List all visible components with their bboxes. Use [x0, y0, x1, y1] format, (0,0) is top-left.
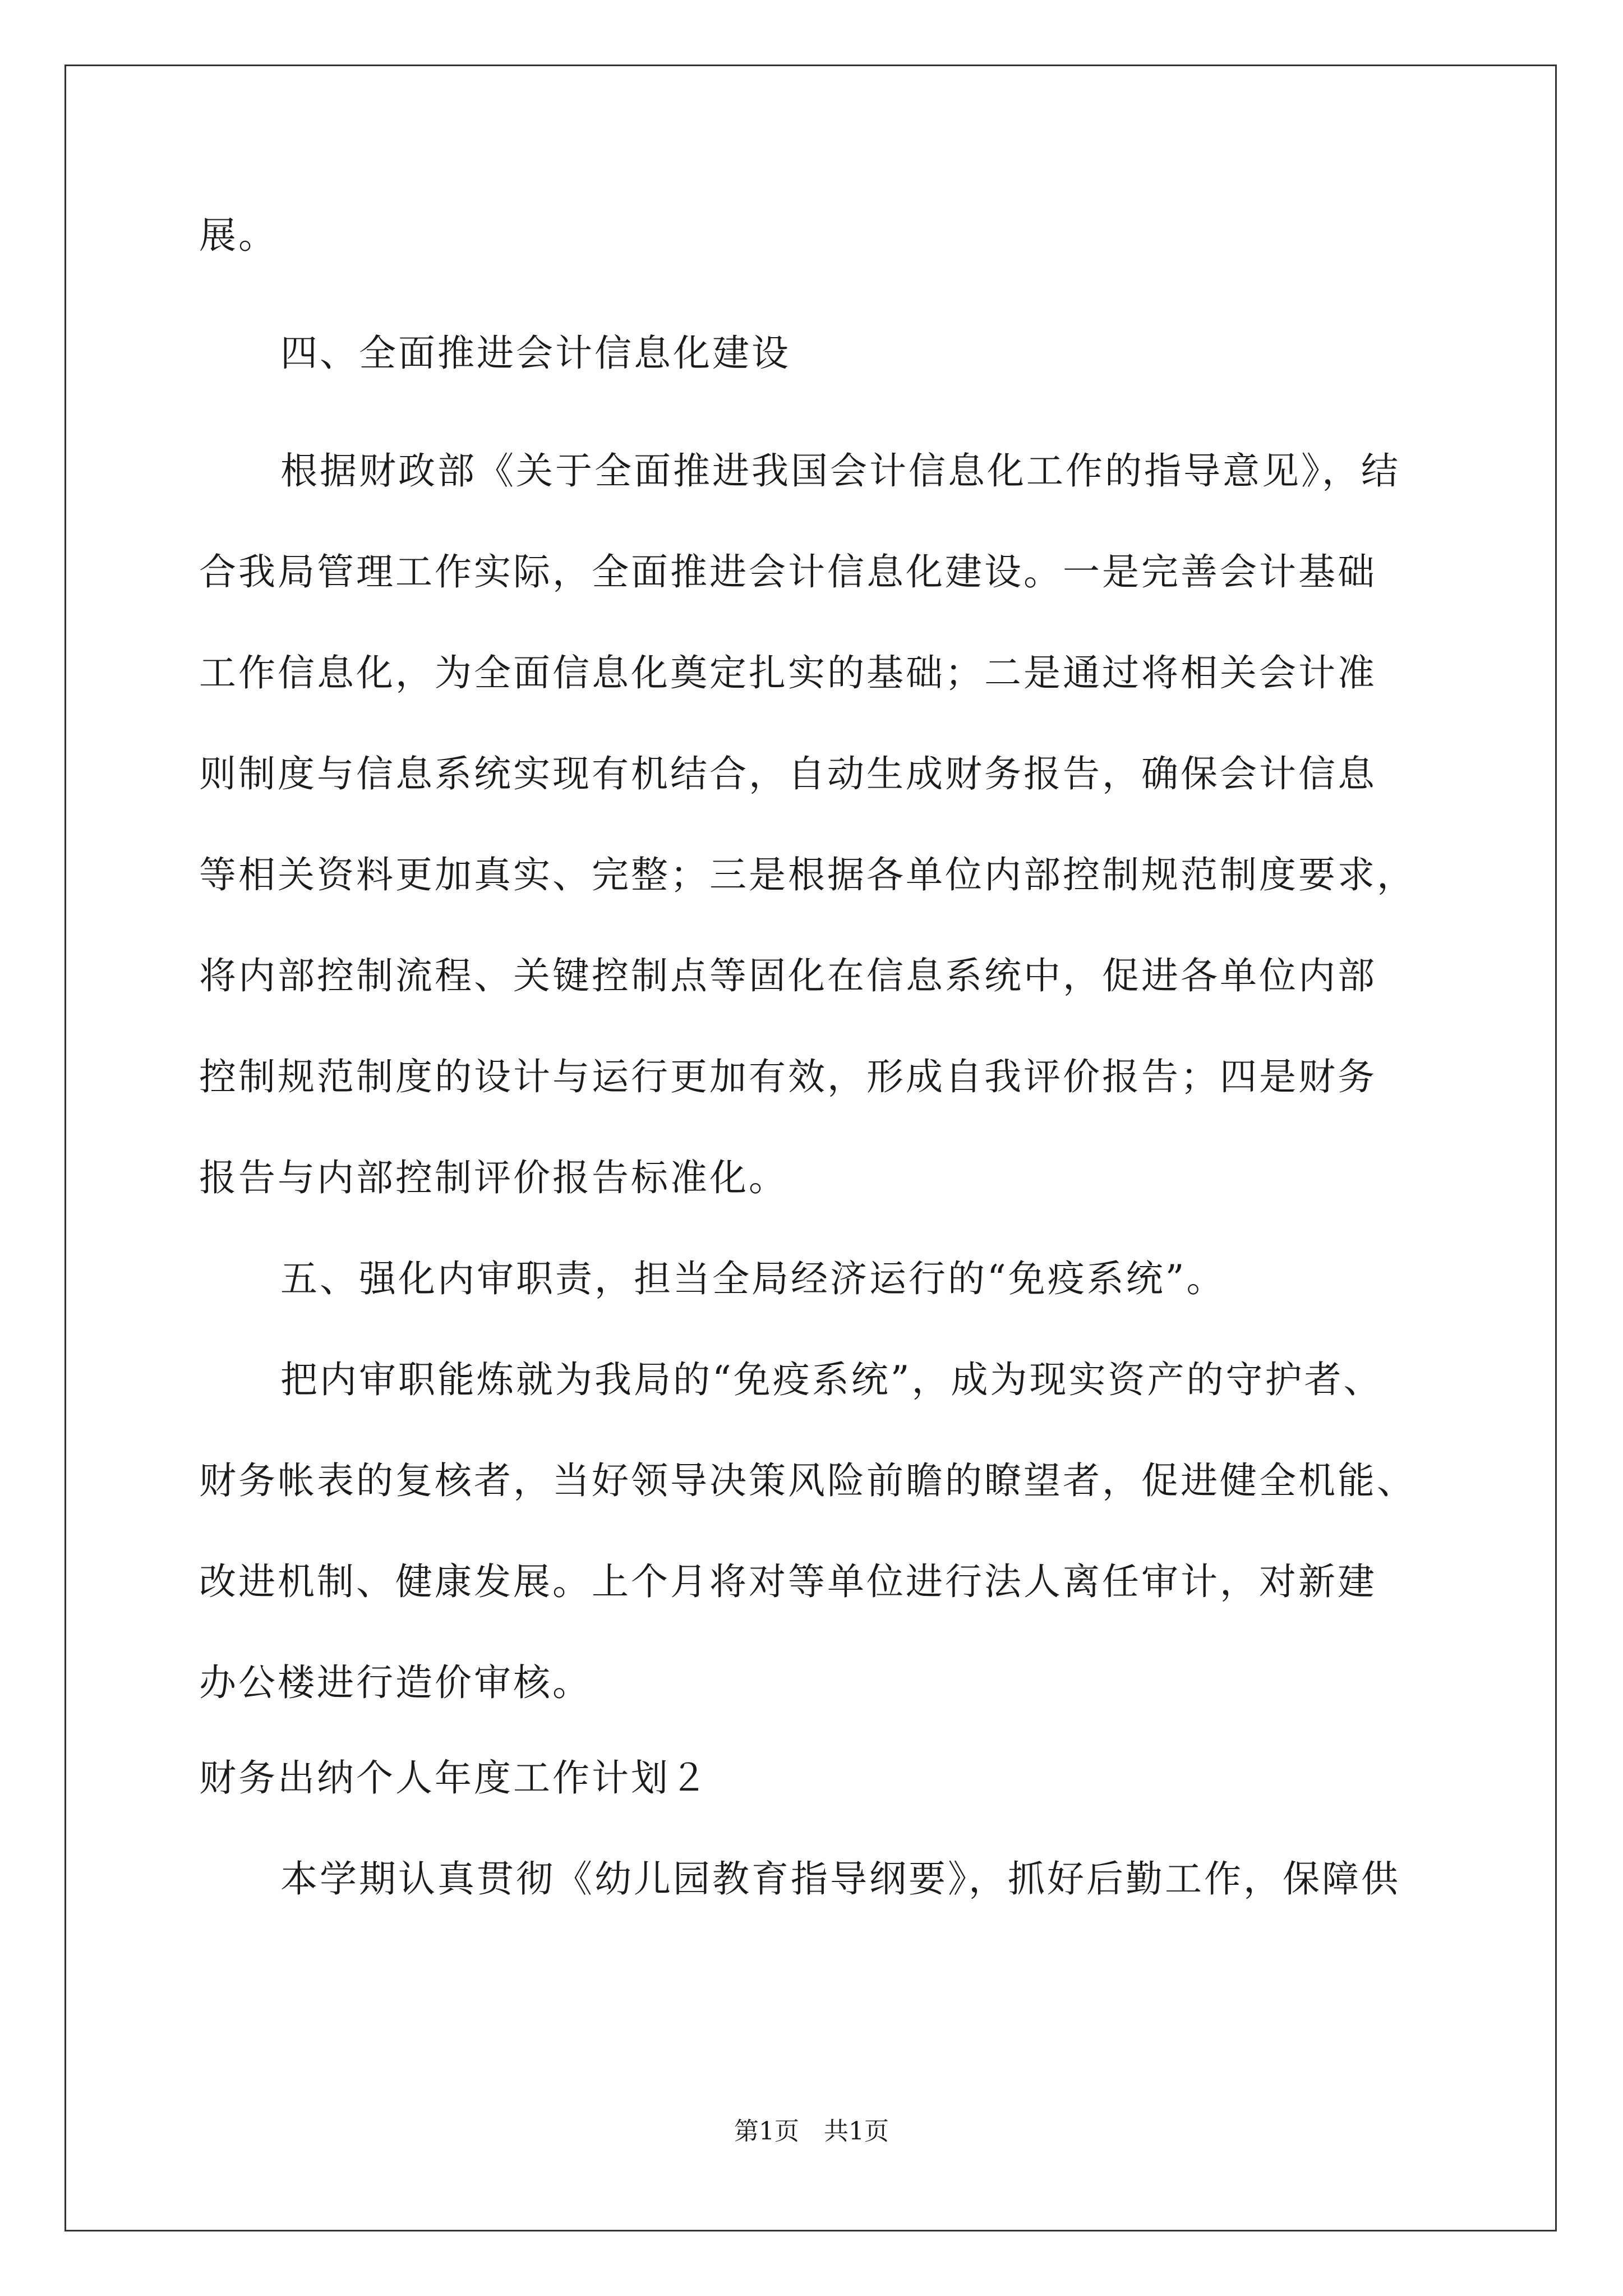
text-line: 则制度与信息系统实现有机结合，自动生成财务报告，确保会计信息 [199, 752, 1377, 795]
text-line: 办公楼进行造价审核。 [199, 1661, 592, 1704]
text-line: 改进机制、健康发展。上个月将对等单位进行法人离任审计，对新建 [199, 1560, 1377, 1603]
section-heading-5: 五、强化内审职责，担当全局经济运行的“免疫系统”。 [280, 1257, 1226, 1300]
text-line: 展。 [199, 214, 278, 257]
page-frame [64, 65, 1557, 2231]
text-line: 控制规范制度的设计与运行更加有效，形成自我评价报告；四是财务 [199, 1055, 1377, 1098]
text-line: 等相关资料更加真实、完整；三是根据各单位内部控制规范制度要求， [199, 853, 1416, 896]
text-line: 财务帐表的复核者，当好领导决策风险前瞻的瞭望者，促进健全机能、 [199, 1459, 1416, 1502]
page-number-footer: 第1页 共1页 [734, 2117, 889, 2146]
section-heading-4: 四、全面推进会计信息化建设 [280, 332, 791, 375]
text-line: 本学期认真贯彻《幼儿园教育指导纲要》，抓好后勤工作，保障供 [280, 1857, 1400, 1901]
text-line: 根据财政部《关于全面推进我国会计信息化工作的指导意见》，结 [280, 449, 1400, 493]
text-line: 将内部控制流程、关键控制点等固化在信息系统中，促进各单位内部 [199, 954, 1377, 997]
text-line: 工作信息化，为全面信息化奠定扎实的基础；二是通过将相关会计准 [199, 651, 1377, 694]
text-line: 合我局管理工作实际，全面推进会计信息化建设。一是完善会计基础 [199, 550, 1377, 593]
text-line: 把内审职能炼就为我局的“免疫系统”，成为现实资产的守护者、 [280, 1358, 1383, 1401]
text-line: 报告与内部控制评价报告标准化。 [199, 1156, 788, 1199]
document-title: 财务出纳个人年度工作计划２ [199, 1756, 709, 1800]
